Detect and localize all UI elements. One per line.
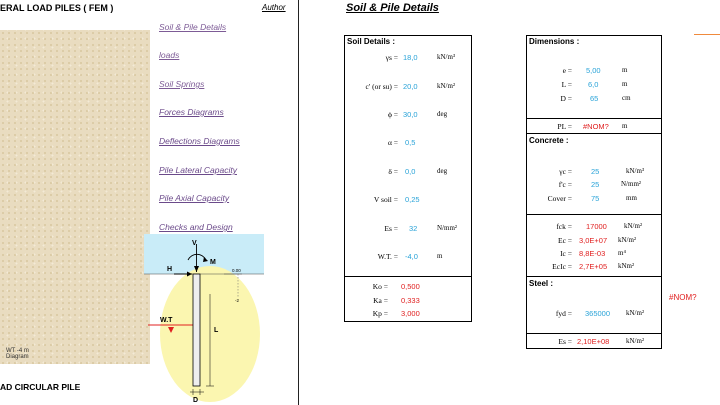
nav-soil-springs[interactable]: Soil Springs bbox=[159, 79, 205, 89]
label-l: L bbox=[214, 327, 219, 334]
concrete-gamma-unit: kN/m³ bbox=[626, 167, 645, 175]
dim-divider-2 bbox=[526, 133, 662, 134]
steel-fyd-unit: kN/m² bbox=[626, 309, 645, 317]
nav-soil-pile-details[interactable]: Soil & Pile Details bbox=[159, 22, 227, 32]
dim-d-unit: cm bbox=[622, 94, 631, 102]
label-d: D bbox=[193, 397, 199, 404]
concrete-cover-unit: mm bbox=[626, 194, 637, 202]
section-title: Soil & Pile Details bbox=[346, 2, 439, 14]
concrete-ecic-value: 2,7E+05 bbox=[579, 262, 608, 271]
concrete-ec-value: 3,0E+07 bbox=[579, 236, 608, 245]
soil-poisson-value[interactable]: 0,25 bbox=[405, 195, 420, 204]
soil-cohesion-value[interactable]: 20,0 bbox=[403, 82, 418, 91]
pile-shaft bbox=[193, 274, 200, 386]
orange-rule bbox=[694, 34, 720, 35]
steel-divider-bottom bbox=[526, 333, 662, 334]
soil-delta-value[interactable]: 0,0 bbox=[405, 167, 416, 176]
label-v: V bbox=[192, 240, 197, 247]
label-m: M bbox=[210, 259, 216, 266]
nav-loads[interactable]: loads bbox=[159, 50, 180, 60]
dim-d-value[interactable]: 65 bbox=[590, 94, 599, 103]
soil-details-box bbox=[344, 35, 472, 322]
steel-header: Steel : bbox=[529, 279, 554, 288]
soil-gamma-unit: kN/m³ bbox=[437, 53, 456, 61]
concrete-ic-label: Ic = bbox=[560, 249, 572, 258]
concrete-fck-value: 17000 bbox=[586, 222, 607, 231]
soil-alpha-value[interactable]: 0,5 bbox=[405, 138, 416, 147]
soil-ko-value: 0,500 bbox=[401, 282, 420, 291]
dim-e-label: e = bbox=[562, 66, 572, 75]
soil-texture-panel bbox=[0, 30, 150, 364]
label-wt: W.T bbox=[160, 317, 173, 324]
label-depth-tick: -2 bbox=[235, 298, 240, 303]
soil-delta-label: δ = bbox=[388, 167, 398, 176]
soil-details-header: Soil Details : bbox=[347, 37, 396, 46]
soil-phi-value[interactable]: 30,0 bbox=[403, 110, 418, 119]
steel-fyd-value[interactable]: 365000 bbox=[585, 309, 611, 318]
concrete-fc-value[interactable]: 25 bbox=[591, 180, 600, 189]
dim-d-label: D = bbox=[560, 94, 572, 103]
soil-ko-label: Ko = bbox=[372, 282, 388, 291]
label-h: H bbox=[167, 266, 173, 273]
soil-wt-value[interactable]: -4,0 bbox=[405, 252, 418, 261]
concrete-fc-label: f'c = bbox=[558, 180, 572, 189]
concrete-ecic-unit: kNm² bbox=[618, 262, 635, 270]
concrete-gamma-label: γc = bbox=[559, 167, 572, 176]
concrete-gamma-value[interactable]: 25 bbox=[591, 167, 600, 176]
nav-deflections-diagrams[interactable]: Deflections Diagrams bbox=[159, 136, 240, 146]
concrete-cover-label: Cover = bbox=[547, 194, 572, 203]
dim-l-unit: m bbox=[622, 80, 628, 88]
concrete-fc-unit: N/mm² bbox=[621, 180, 641, 188]
soil-wt-label: W.T. = bbox=[377, 252, 398, 261]
concrete-ec-unit: kN/m² bbox=[618, 236, 637, 244]
soil-phi-label: ϕ = bbox=[387, 110, 398, 119]
soil-poisson-label: V soil = bbox=[373, 195, 398, 204]
concrete-ic-value: 8,8E-03 bbox=[579, 249, 606, 258]
wt-depth-label: WT -4 m bbox=[6, 348, 29, 354]
author-link[interactable]: Author bbox=[262, 3, 286, 12]
pl-label: PL = bbox=[557, 122, 572, 131]
concrete-cover-value[interactable]: 75 bbox=[591, 194, 600, 203]
diagram-label: Diagram bbox=[6, 354, 29, 360]
steel-es-unit: kN/m² bbox=[626, 337, 645, 345]
column-divider bbox=[298, 0, 299, 405]
pl-unit: m bbox=[622, 122, 628, 130]
soil-ka-value: 0,333 bbox=[401, 296, 420, 305]
soil-es-unit: N/mm² bbox=[437, 224, 457, 232]
dimensions-header: Dimensions : bbox=[529, 37, 580, 46]
concrete-header: Concrete : bbox=[529, 136, 569, 145]
soil-es-value[interactable]: 32 bbox=[409, 224, 418, 233]
soil-kp-label: Kp = bbox=[372, 309, 388, 318]
soil-delta-unit: deg bbox=[437, 167, 448, 175]
dim-e-unit: m bbox=[622, 66, 628, 74]
side-error-value: #NOM? bbox=[669, 293, 697, 302]
steel-es-label: Es = bbox=[558, 337, 572, 346]
soil-alpha-label: α = bbox=[387, 138, 398, 147]
nav-checks-and-design[interactable]: Checks and Design bbox=[159, 222, 233, 232]
steel-es-value: 2,10E+08 bbox=[577, 337, 610, 346]
dim-divider-1 bbox=[526, 118, 662, 119]
concrete-fck-unit: kN/m² bbox=[624, 222, 643, 230]
concrete-fck-label: fck = bbox=[556, 222, 572, 231]
soil-gamma-value[interactable]: 18,0 bbox=[403, 53, 418, 62]
soil-cohesion-unit: kN/m² bbox=[437, 82, 456, 90]
dim-l-label: L = bbox=[561, 80, 572, 89]
label-zero-depth: 0.00 bbox=[232, 268, 241, 273]
nav-pile-axial-capacity[interactable]: Pile Axial Capacity bbox=[159, 193, 230, 203]
soil-coeff-divider bbox=[344, 276, 472, 277]
soil-cohesion-label: c' (or su) = bbox=[365, 82, 398, 91]
dim-e-value[interactable]: 5,00 bbox=[586, 66, 601, 75]
steel-fyd-label: fyd = bbox=[555, 309, 572, 318]
soil-wt-unit: m bbox=[437, 252, 443, 260]
soil-kp-value: 3,000 bbox=[401, 309, 420, 318]
dim-l-value[interactable]: 6,0 bbox=[588, 80, 599, 89]
soil-ka-label: Ka = bbox=[373, 296, 388, 305]
steel-divider-top bbox=[526, 276, 662, 277]
pl-value: #NOM? bbox=[583, 122, 609, 131]
soil-gamma-label: γs = bbox=[385, 53, 398, 62]
concrete-ic-unit: m⁴ bbox=[618, 249, 626, 257]
concrete-ec-label: Ec = bbox=[557, 236, 572, 245]
bottom-title: AD CIRCULAR PILE bbox=[0, 382, 81, 392]
soil-phi-unit: deg bbox=[437, 110, 448, 118]
pile-diagram bbox=[144, 234, 264, 404]
concrete-ecic-label: EcIc = bbox=[552, 262, 572, 271]
concrete-divider bbox=[526, 214, 662, 215]
sheet-title: ERAL LOAD PILES ( FEM ) bbox=[0, 3, 114, 13]
soil-es-label: Es = bbox=[384, 224, 398, 233]
nav-pile-lateral-capacity[interactable]: Pile Lateral Capacity bbox=[159, 165, 237, 175]
nav-forces-diagrams[interactable]: Forces Diagrams bbox=[159, 107, 224, 117]
